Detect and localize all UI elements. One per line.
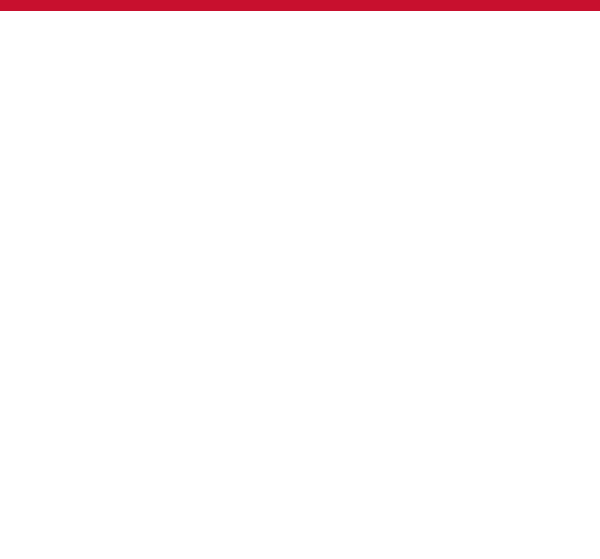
- table-header: [0, 0, 600, 11]
